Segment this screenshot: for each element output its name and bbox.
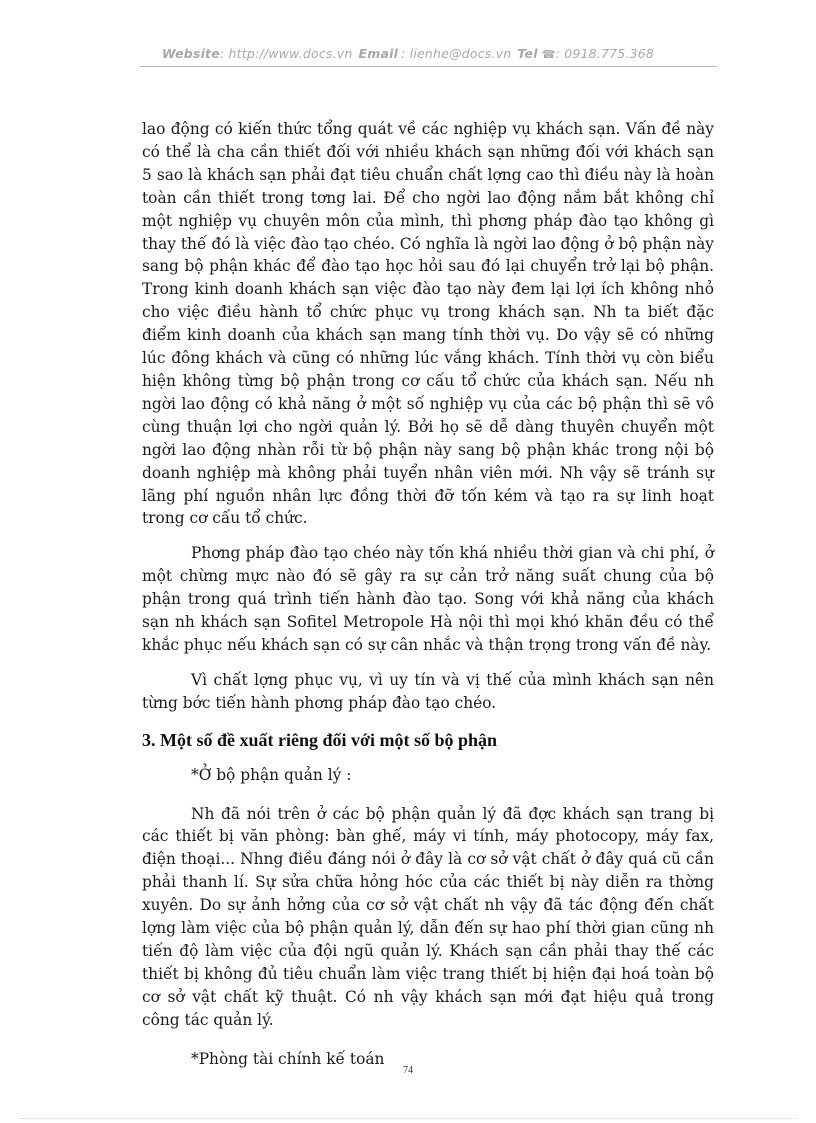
section-heading: 3. Một số đề xuất riêng đối với một số bộ phận xyxy=(142,729,497,750)
page-header xyxy=(0,46,816,61)
email-value: : lienhe@docs.vn xyxy=(401,46,512,61)
tel-value: : 0918.775.368 xyxy=(555,46,655,61)
phone-icon: ☎ xyxy=(541,48,556,61)
header-rule xyxy=(140,66,717,67)
paragraph-3: Vì chất lợng phục vụ, vì uy tín và vị thế của mình khách sạn nên từng bớc tiến hành phơng pháp đào tạo chéo. xyxy=(142,670,714,712)
page-number: 74 xyxy=(403,1065,413,1076)
page-bottom-border xyxy=(20,1118,796,1119)
email-label: Email xyxy=(358,46,399,61)
subheading-finance: *Phòng tài chính kế toán xyxy=(191,1049,385,1068)
website-value: : http://www.docs.vn xyxy=(219,46,353,61)
paragraph-1: lao động có kiến thức tổng quát về các nghiệp vụ khách sạn. Vấn đề này có thể là cha cần thiết đối với nhiều khách sạn những đối với khách sạn 5 sao là khách sạn phải đạt tiêu chuẩn chất lợng cao thì điều này là hoàn toàn cần thiết trong tơng lai. Để cho ngời lao động nắm bắt không chỉ một nghiệp vụ chuyên môn của mình, thì phơng pháp đào tạo không gì thay thế đó là việc đào tạo chéo. Có nghĩa là ngời lao động ở bộ phận này sang bộ phận khác để đào tạo học hỏi sau đó lại chuyển trở lại bộ phận. Trong kinh doanh khách sạn việc đào tạo này đem lại lợi ích không nhỏ cho việc điều hành tổ chức phục vụ trong khách sạn. Nh ta biết đặc điểm kinh doanh của khách sạn mang tính thời vụ. Do vậy sẽ có những lúc đông khách và cũng có những lúc vắng khách. Tính thời vụ còn biểu hiện không từng bộ phận trong cơ cấu tổ chức của khách sạn. Nếu nh ngời lao động có khả năng ở một số nghiệp vụ của các bộ phận thì sẽ vô cùng thuận lợi cho ngời quản lý. Bởi họ sẽ dễ dàng thuyên chuyển một ngời lao động nhàn rỗi từ bộ phận này sang bộ phận khác trong nội bộ doanh nghiệp mà không phải tuyển nhân viên mới. Nh vậy sẽ tránh sự lãng phí nguồn nhân lực đồng thời đỡ tốn kém và tạo ra sự linh hoạt trong cơ cấu tổ chức. xyxy=(142,120,714,528)
website-label: Website xyxy=(161,46,220,61)
subheading-management: *Ở bộ phận quản lý : xyxy=(191,765,352,784)
tel-label: Tel xyxy=(517,46,538,61)
paragraph-2: Phơng pháp đào tạo chéo này tốn khá nhiều thời gian và chi phí, ở một chừng mực nào đó sẽ gây ra sự cản trở năng suất chung của bộ phận trong quá trình tiến hành đào tạo. Song với khả năng của khách sạn nh khách sạn Sofitel Metropole Hà nội thì mọi khó khăn đều có thể khắc phục nếu khách sạn có sự cân nhắc và thận trọng trong vấn đề này. xyxy=(142,544,714,654)
document-body xyxy=(142,118,714,1071)
paragraph-4: Nh đã nói trên ở các bộ phận quản lý đã đợc khách sạn trang bị các thiết bị văn phòng: bàn ghế, máy vi tính, máy photocopy, máy fax, điện thoại... Nhng điều đáng nói ở đây là cơ sở vật chất ở đây quá cũ cần phải thanh lí. Sự sửa chữa hỏng hóc của các thiết bị này diễn ra thờng xuyên. Do sự ảnh hởng của cơ sở vật chất nh vậy đã tác động đến chất lợng làm việc của bộ phận quản lý, dẫn đến sự hao phí thời gian cũng nh tiến độ làm việc của đội ngũ quản lý. Khách sạn cần phải thay thế các thiết bị không đủ tiêu chuẩn làm việc trang thiết bị hiện đại hoá toàn bộ cơ sở vật chất kỹ thuật. Có nh vậy khách sạn mới đạt hiệu quả trong công tác quản lý. xyxy=(142,804,714,1029)
